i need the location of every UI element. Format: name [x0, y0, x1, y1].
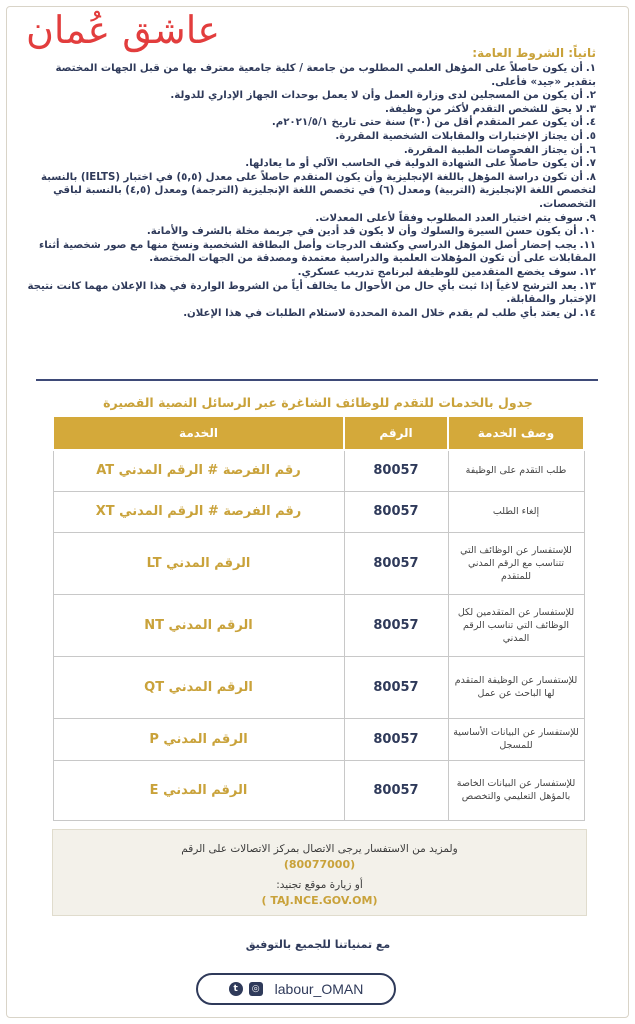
- term-number: ١٤.: [579, 307, 596, 319]
- service-desc-cell: طلب التقدم على الوظيفة: [448, 450, 584, 491]
- term-number: ٦.: [585, 144, 596, 156]
- term-item: [26, 266, 596, 280]
- service-number-cell: 80057: [344, 760, 448, 820]
- term-text: لن يعتد بأي طلب لم يقدم خلال المدة المحددة لاستلام الطلبات في هذا الإعلان.: [183, 307, 577, 319]
- instagram-icon[interactable]: ◎: [249, 982, 263, 996]
- term-number: ١٠.: [579, 226, 596, 238]
- contact-line2: أو زيارة موقع تجنيد:: [276, 879, 363, 891]
- term-item: [26, 171, 596, 212]
- table-row: [53, 532, 584, 594]
- term-number: ١١.: [579, 239, 596, 251]
- term-item: [26, 225, 596, 239]
- term-number: ١.: [585, 63, 596, 74]
- term-item: [26, 62, 596, 89]
- service-code-cell: الرقم المدني NT: [53, 594, 344, 656]
- term-text: لا يحق للشخص التقدم لأكثر من وظيفة.: [384, 103, 583, 115]
- service-number-cell: 80057: [344, 491, 448, 532]
- table-row: [53, 656, 584, 718]
- service-desc-cell: إلغاء الطلب: [448, 491, 584, 532]
- term-text: سوف يتم اختيار العدد المطلوب وفقاً لأعلى المعدلات.: [315, 212, 583, 224]
- contact-phone[interactable]: (80077000): [283, 858, 356, 871]
- term-number: ٢.: [585, 90, 596, 102]
- services-table-body: [53, 450, 584, 820]
- service-desc-cell: للإستفسار عن البيانات الأساسية للمسجل: [448, 718, 584, 760]
- term-item: [26, 307, 596, 321]
- term-number: ٨.: [585, 171, 596, 183]
- twitter-icon[interactable]: t: [229, 982, 243, 996]
- service-number-cell: 80057: [344, 450, 448, 491]
- brand-watermark: عاشق عُمان: [26, 8, 220, 52]
- terms-list: [26, 62, 596, 320]
- term-text: أن يكون عمر المتقدم أقل من (٣٠) سنة حتى تاريخ ٢٠٢١/٥/١م.: [271, 117, 583, 129]
- service-code-cell: الرقم المدني E: [53, 760, 344, 820]
- terms-title: ثانياً: الشروط العامة:: [472, 46, 596, 60]
- service-code-cell: الرقم المدني P: [53, 718, 344, 760]
- term-number: ٧.: [585, 158, 596, 170]
- term-text: أن يجتاز الإختبارات والمقابلات الشخصية المقررة.: [335, 130, 583, 142]
- social-badge[interactable]: [196, 973, 396, 1005]
- service-number-cell: 80057: [344, 594, 448, 656]
- term-item: [26, 116, 596, 130]
- header-service: الخدمة: [53, 416, 344, 450]
- table-header-row: [53, 416, 584, 450]
- table-row: [53, 760, 584, 820]
- table-row: [53, 718, 584, 760]
- term-text: يعد الترشح لاغياً إذا ثبت بأي حال من الأحوال ما يخالف أياً من الشروط الواردة في هذا الإعلان مهما كانت نتيجة الإختبار والمقابلة.: [27, 280, 596, 306]
- term-item: [26, 103, 596, 117]
- term-item: [26, 212, 596, 226]
- service-code-cell: رقم الفرصة # الرقم المدني XT: [53, 491, 344, 532]
- service-desc-cell: للإستفسار عن الوظائف التي تتناسب مع الرقم المدني للمتقدم: [448, 532, 584, 594]
- term-item: [26, 130, 596, 144]
- header-desc: وصف الخدمة: [448, 416, 584, 450]
- service-code-cell: رقم الفرصة # الرقم المدني AT: [53, 450, 344, 491]
- header-number: الرقم: [344, 416, 448, 450]
- term-item: [26, 89, 596, 103]
- contact-box: [52, 829, 587, 916]
- term-item: [26, 144, 596, 158]
- service-code-cell: الرقم المدني LT: [53, 532, 344, 594]
- social-handle: labour_OMAN: [274, 981, 364, 997]
- term-text: أن يكون من المسجلين لدى وزارة العمل وأن لا يعمل بوحدات الجهاز الإداري للدولة.: [170, 90, 583, 102]
- section-divider: [36, 379, 598, 381]
- term-item: [26, 157, 596, 171]
- term-number: ٤.: [585, 117, 596, 129]
- table-row: [53, 450, 584, 491]
- term-text: سوف يخضع المتقدمين للوظيفة لبرنامج تدريب عسكري.: [297, 266, 577, 278]
- term-item: [26, 239, 596, 266]
- services-table-title: جدول بالخدمات للتقدم للوظائف الشاغرة عبر الرسائل النصية القصيرة: [103, 395, 533, 410]
- term-number: ٥.: [585, 130, 596, 142]
- service-number-cell: 80057: [344, 656, 448, 718]
- term-number: ٩.: [585, 212, 596, 224]
- service-desc-cell: للإستفسار عن المتقدمين لكل الوظائف التي تناسب الرقم المدني: [448, 594, 584, 656]
- closing-wish: مع تمنياتنا للجميع بالتوفيق: [245, 938, 391, 951]
- service-number-cell: 80057: [344, 718, 448, 760]
- term-number: ١٢.: [579, 266, 596, 278]
- term-text: أن يكون حسن السيرة والسلوك وأن لا يكون قد أدين في جريمة مخلة بالشرف والأمانة.: [146, 226, 577, 238]
- services-table: [52, 415, 585, 821]
- contact-line1: ولمزيد من الاستفسار يرجى الاتصال بمركز الاتصالات على الرقم: [181, 843, 458, 855]
- term-number: ١٣.: [579, 280, 596, 292]
- table-row: [53, 491, 584, 532]
- term-text: أن تكون دراسة المؤهل باللغة الإنجليزية وأن يكون المتقدم حاصلاً على معدل (٥,٥) في اختبار (IELTS) بالنسبة لتخصص اللغة الإنجليزية (التربية) ومعدل (٦) في تخصص اللغة الإنجليزية (الترجمة) ومعدل (٤,٥) بالنسبة لباقي التخصصات.: [40, 171, 596, 210]
- term-text: أن يجتاز الفحوصات الطبية المقررة.: [403, 144, 583, 156]
- general-terms-section: [26, 46, 596, 320]
- term-text: أن يكون حاصلاً على المؤهل العلمي المطلوب من جامعة / كلية جامعية معترف بها من قبل الجهات المختصة بتقدير «جيد» فأعلى.: [55, 63, 596, 88]
- term-text: يجب إحضار أصل المؤهل الدراسي وكشف الدرجات وأصل البطاقة الشخصية ونسخ منها مع صور شخصية أثناء المقابلات على أن تكون المؤهلات العلمية والدراسية معتمدة ومصدقة من الجهات المختصة.: [39, 239, 596, 265]
- table-row: [53, 594, 584, 656]
- contact-website[interactable]: (TAJ.NCE.GOV.OM ): [261, 894, 378, 907]
- service-desc-cell: للإستفسار عن الوظيفة المتقدم لها الباحث عن عمل: [448, 656, 584, 718]
- term-item: [26, 280, 596, 307]
- service-code-cell: الرقم المدني QT: [53, 656, 344, 718]
- term-text: أن يكون حاصلاً على الشهادة الدولية في الحاسب الآلي أو ما يعادلها.: [245, 158, 583, 170]
- service-desc-cell: للإستفسار عن البيانات الخاصة بالمؤهل التعليمي والتخصص: [448, 760, 584, 820]
- term-number: ٣.: [585, 103, 596, 115]
- service-number-cell: 80057: [344, 532, 448, 594]
